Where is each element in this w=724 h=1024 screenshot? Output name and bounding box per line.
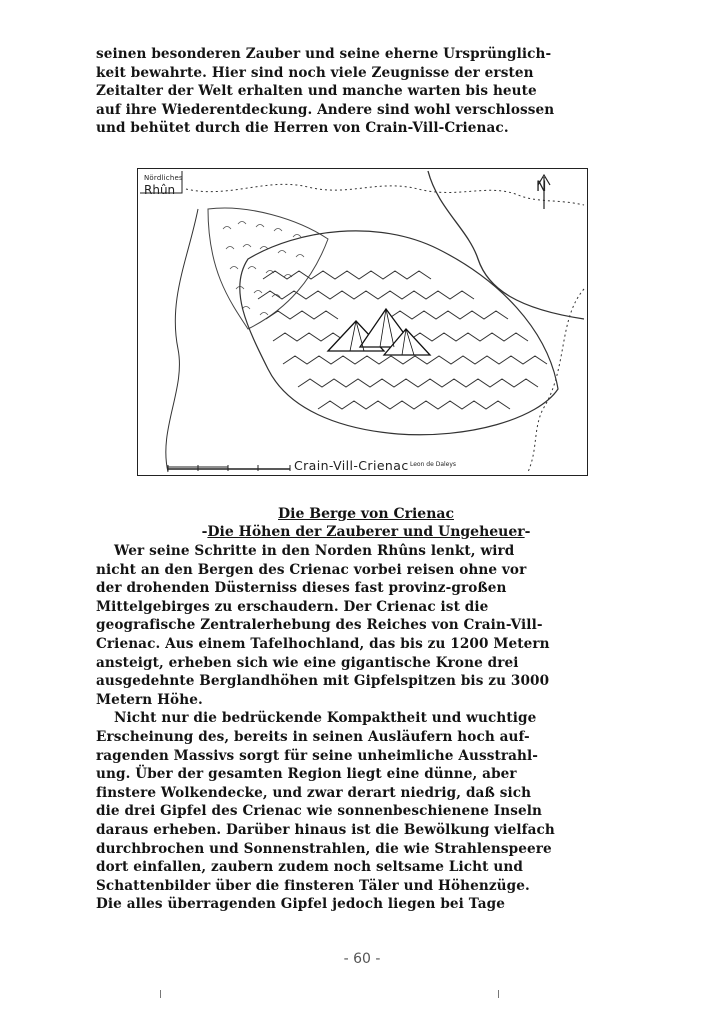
text-line: keit bewahrte. Hier sind noch viele Zeugnisse der ersten — [96, 64, 534, 81]
subheading-text: Die Höhen der Zauberer und Ungeheuer — [207, 524, 525, 540]
subheading-dash-right: - — [524, 524, 531, 540]
text-line: Nicht nur die bedrückende Kompaktheit und wuchtige — [114, 710, 537, 727]
text-line: Crienac. Aus einem Tafelhochland, das bis zu 1200 Metern — [96, 635, 550, 652]
text-line: und behütet durch die Herren von Crain-Vill-Crienac. — [96, 120, 509, 137]
scan-mark — [160, 990, 161, 998]
text-line: finstere Wolkendecke, und zwar derart niedrig, daß sich — [96, 784, 532, 801]
text-line: ansteigt, erheben sich wie eine gigantische Krone drei — [96, 654, 519, 671]
map-title: Crain-Vill-Crienac — [294, 458, 409, 473]
page-number: - 60 - — [343, 951, 381, 967]
text-line: Wer seine Schritte in den Norden Rhûns lenkt, wird — [114, 543, 515, 559]
text-line: der drohenden Düsterniss dieses fast provinz-großen — [96, 580, 507, 597]
text-line: geografische Zentralerhebung des Reiches von Crain-Vill- — [96, 617, 543, 634]
text-line: seinen besonderen Zauber und seine eherne Ursprünglich- — [96, 46, 552, 62]
map-drawing — [138, 169, 586, 474]
map-figure — [137, 168, 588, 476]
text-line: dort einfallen, zaubern zudem noch seltsame Licht und — [96, 859, 523, 876]
map-corner-label-small: Nördliches — [144, 174, 183, 182]
text-line: Mittelgebirges zu erschaudern. Der Crienac ist die — [96, 598, 489, 615]
text-line: Zeitalter der Welt erhalten und manche warten bis heute — [96, 83, 537, 100]
scan-mark — [498, 990, 499, 998]
text-line: auf ihre Wiederentdeckung. Andere sind wohl verschlossen — [96, 101, 555, 118]
text-line: Erscheinung des, bereits in seinen Ausläufern hoch auf- — [96, 728, 530, 745]
body-paragraph — [96, 542, 636, 914]
section-subheading — [96, 523, 636, 542]
text-line: Die alles überragenden Gipfel jedoch liegen bei Tage — [96, 896, 505, 913]
text-line: Schattenbilder über die finsteren Täler und Höhenzüge. — [96, 877, 530, 894]
subheading-dash-left: - — [201, 524, 208, 540]
map-corner-label: Rhûn — [144, 183, 176, 197]
map-credit: Leon de Daleys — [410, 461, 457, 468]
text-line: ausgedehnte Berglandhöhen mit Gipfelspitzen bis zu 3000 — [96, 673, 550, 690]
text-line: Metern Höhe. — [96, 691, 203, 708]
intro-paragraph — [96, 45, 636, 138]
section-heading: Die Berge von Crienac — [278, 506, 454, 522]
text-line: ragenden Massivs sorgt für seine unheimliche Ausstrahl- — [96, 747, 539, 764]
text-line: nicht an den Bergen des Crienac vorbei reisen ohne vor — [96, 561, 527, 578]
map-north-label: N — [536, 179, 547, 195]
text-line: daraus erheben. Darüber hinaus ist die Bewölkung vielfach — [96, 821, 555, 838]
text-line: durchbrochen und Sonnenstrahlen, die wie Strahlenspeere — [96, 840, 552, 857]
text-line: ung. Über der gesamten Region liegt eine dünne, aber — [96, 766, 517, 783]
text-line: die drei Gipfel des Crienac wie sonnenbeschienene Inseln — [96, 803, 543, 820]
